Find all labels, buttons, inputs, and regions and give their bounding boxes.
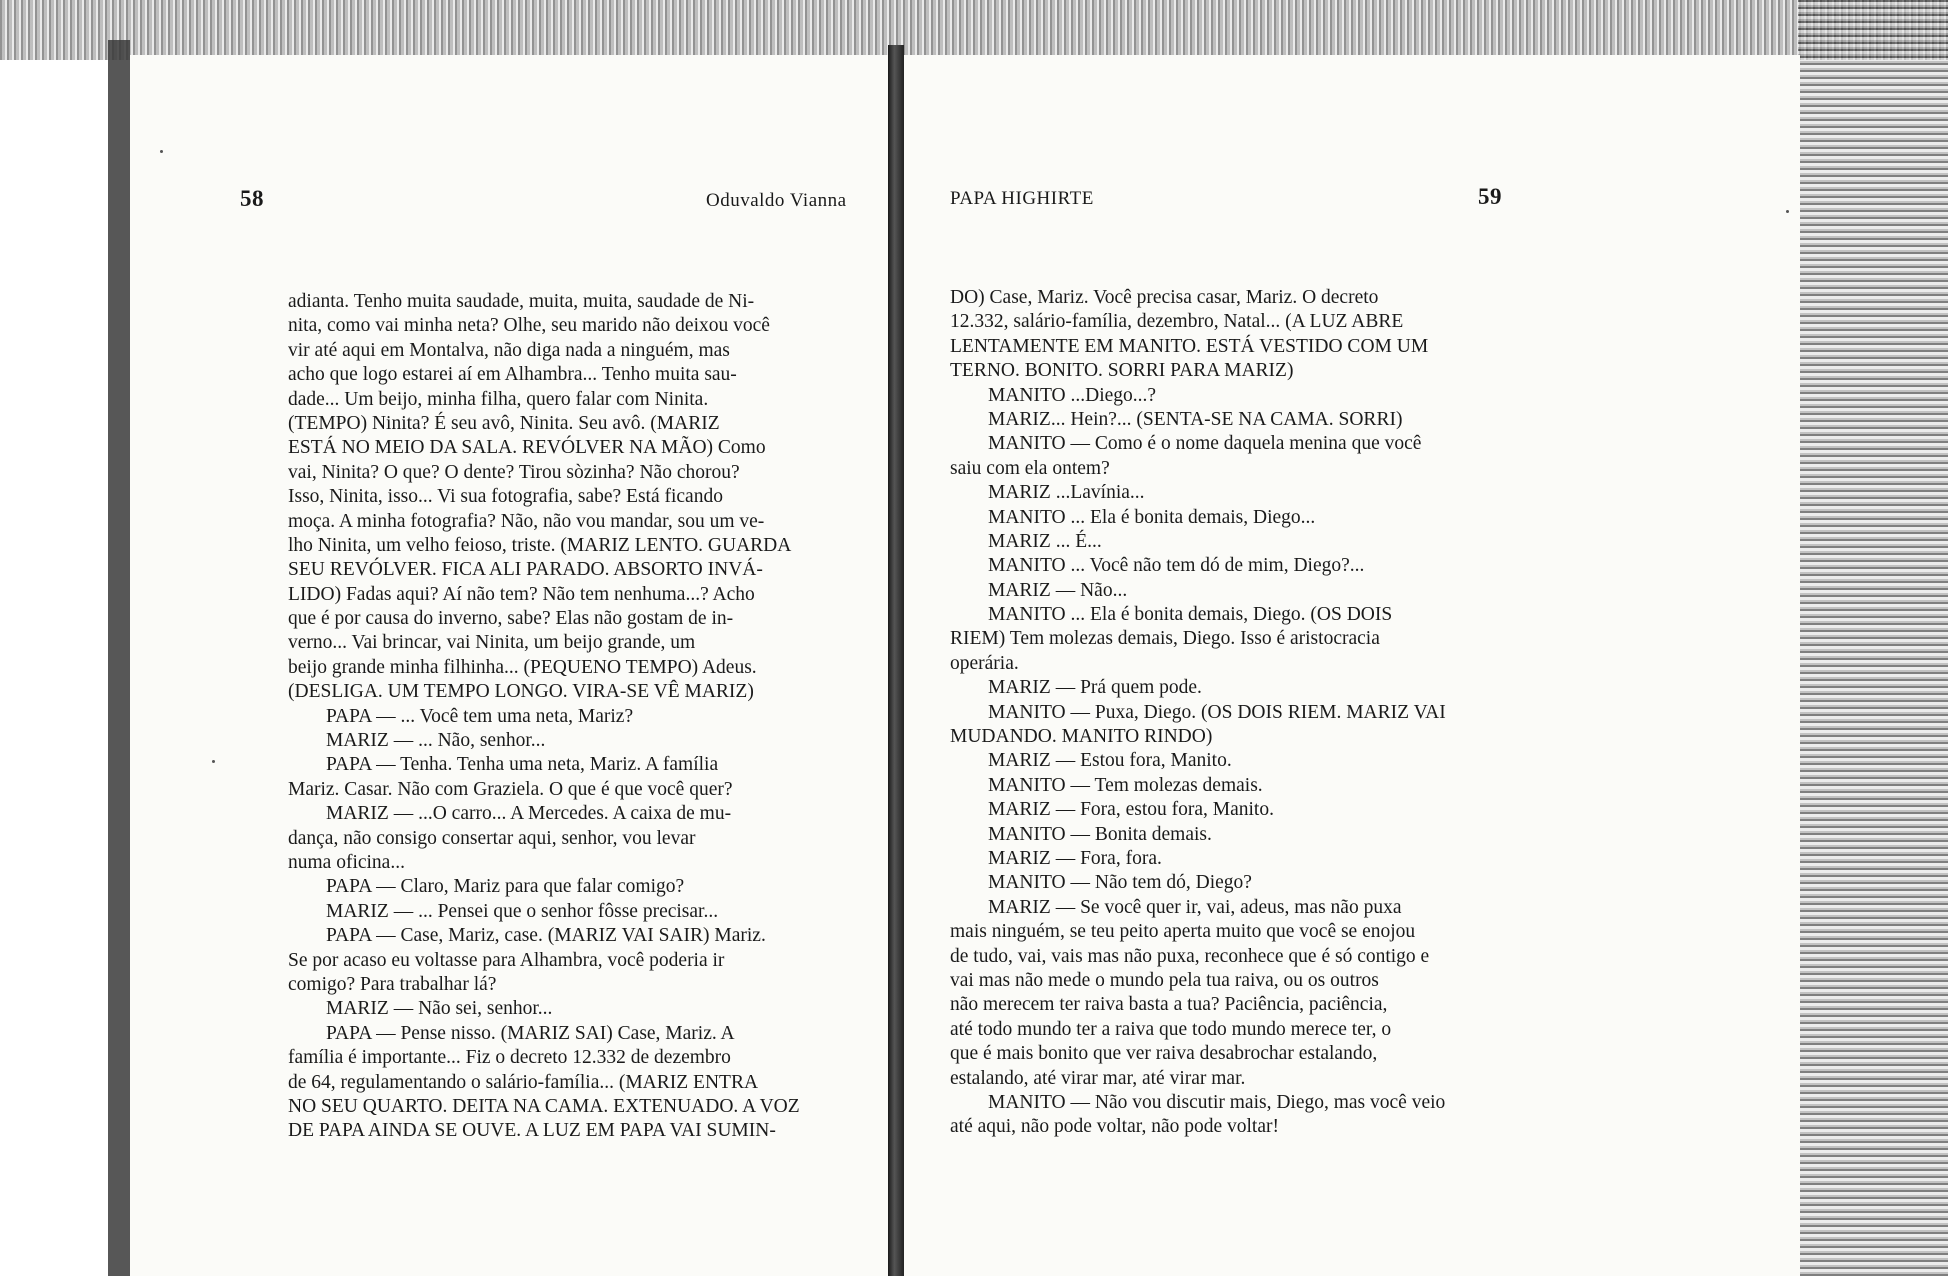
text-line: SEU REVÓLVER. FICA ALI PARADO. ABSORTO INVÁ- bbox=[288, 559, 763, 581]
text-line: MANITO ... Ela é bonita demais, Diego. (OS DOIS bbox=[988, 604, 1393, 626]
text-line: operária. bbox=[950, 652, 1019, 674]
text-line: PAPA — Pense nisso. (MARIZ SAI) Case, Mariz. A bbox=[326, 1022, 735, 1044]
text-line: adianta. Tenho muita saudade, muita, muita, saudade de Ni- bbox=[288, 291, 755, 312]
text-line: PAPA — Claro, Mariz para que falar comigo? bbox=[326, 876, 685, 898]
text-line: vai, Ninita? O que? O dente? Tirou sòzinha? Não chorou? bbox=[288, 461, 740, 483]
text-line: LIDO) Fadas aqui? Aí não tem? Não tem nenhuma...? Acho bbox=[288, 583, 755, 605]
text-line: RIEM) Tem molezas demais, Diego. Isso é aristocracia bbox=[950, 628, 1380, 650]
text-line: MARIZ — Prá quem pode. bbox=[988, 677, 1202, 699]
text-line: família é importante... Fiz o decreto 12.332 de dezembro bbox=[288, 1047, 731, 1069]
text-line: MARIZ — Estou fora, Manito. bbox=[988, 750, 1232, 772]
text-line: NO SEU QUARTO. DEITA NA CAMA. EXTENUADO. A VOZ bbox=[288, 1095, 800, 1117]
text-line: 12.332, salário-família, dezembro, Natal... (A LUZ ABRE bbox=[950, 311, 1404, 333]
text-line: de tudo, vai, vais mas não puxa, reconhece que é só contigo e bbox=[950, 945, 1430, 967]
text-line: até aqui, não pode voltar, não pode voltar! bbox=[950, 1116, 1279, 1138]
text-line: MARIZ... Hein?... (SENTA-SE NA CAMA. SORRI) bbox=[988, 408, 1403, 430]
text-line: de 64, regulamentando o salário-família... (MARIZ ENTRA bbox=[288, 1071, 759, 1093]
text-line: DE PAPA AINDA SE OUVE. A LUZ EM PAPA VAI SUMIN- bbox=[288, 1120, 776, 1142]
text-line: MANITO — Bonita demais. bbox=[988, 823, 1212, 845]
text-line: numa oficina... bbox=[288, 851, 405, 873]
text-line: que é por causa do inverno, sabe? Elas não gostam de in- bbox=[288, 608, 734, 630]
text-line: estalando, até virar mar, até virar mar. bbox=[950, 1067, 1246, 1089]
text-line: MARIZ — Fora, estou fora, Manito. bbox=[988, 799, 1274, 821]
text-line: DO) Case, Mariz. Você precisa casar, Mariz. O decreto bbox=[950, 287, 1379, 308]
right-page-text bbox=[950, 286, 1506, 1140]
text-line: MARIZ — Não sei, senhor... bbox=[326, 998, 553, 1020]
text-line: MANITO — Não tem dó, Diego? bbox=[988, 872, 1252, 894]
text-line: PAPA — ... Você tem uma neta, Mariz? bbox=[326, 705, 634, 727]
text-line: dança, não consigo consertar aqui, senhor, vou levar bbox=[288, 827, 696, 849]
text-line: (TEMPO) Ninita? É seu avô, Ninita. Seu avô. (MARIZ bbox=[288, 412, 720, 434]
right-running-head: PAPA HIGHIRTE bbox=[950, 188, 1094, 209]
text-line: PAPA — Tenha. Tenha uma neta, Mariz. A família bbox=[326, 754, 719, 776]
text-line: MARIZ ...Lavínia... bbox=[988, 482, 1145, 504]
text-line: MARIZ — ...O carro... A Mercedes. A caixa de mu- bbox=[326, 803, 732, 825]
text-line: MARIZ — Fora, fora. bbox=[988, 847, 1162, 869]
text-line: MANITO — Puxa, Diego. (OS DOIS RIEM. MARIZ VAI bbox=[988, 701, 1446, 723]
text-line: nita, como vai minha neta? Olhe, seu marido não deixou você bbox=[288, 315, 770, 337]
text-line: saiu com ela ontem? bbox=[950, 457, 1110, 479]
text-line: TERNO. BONITO. SORRI PARA MARIZ) bbox=[950, 360, 1294, 382]
text-line: mais ninguém, se teu peito aperta muito que você se enojou bbox=[950, 921, 1416, 943]
text-line: acho que logo estarei aí em Alhambra... Tenho muita sau- bbox=[288, 364, 737, 386]
text-line: MARIZ — Não... bbox=[988, 579, 1128, 601]
left-page-number: 58 bbox=[240, 186, 264, 211]
text-line: vir até aqui em Montalva, não diga nada a ninguém, mas bbox=[288, 339, 730, 361]
right-page-number: 59 bbox=[1478, 184, 1502, 209]
text-line: até todo mundo ter a raiva que todo mundo merece ter, o bbox=[950, 1018, 1392, 1040]
text-line: PAPA — Case, Mariz, case. (MARIZ VAI SAIR) Mariz. bbox=[326, 925, 766, 947]
text-line: MANITO — Como é o nome daquela menina que você bbox=[988, 433, 1422, 455]
text-line: lho Ninita, um velho feioso, triste. (MARIZ LENTO. GUARDA bbox=[288, 534, 792, 556]
text-line: MARIZ — ... Pensei que o senhor fôsse precisar... bbox=[326, 900, 719, 922]
text-line: vai mas não mede o mundo pela tua raiva, ou os outros bbox=[950, 969, 1379, 991]
left-running-head: Oduvaldo Vianna bbox=[706, 190, 847, 211]
scan-speck bbox=[212, 760, 215, 763]
text-line: MARIZ ... É... bbox=[988, 530, 1102, 552]
text-line: dade... Um beijo, minha filha, quero falar com Ninita. bbox=[288, 388, 709, 410]
text-line: moça. A minha fotografia? Não, não vou mandar, sou um ve- bbox=[288, 510, 765, 532]
left-page-text bbox=[288, 290, 834, 1144]
text-line: verno... Vai brincar, vai Ninita, um beijo grande, um bbox=[288, 632, 696, 654]
text-line: MANITO — Não vou discutir mais, Diego, mas você veio bbox=[988, 1091, 1446, 1113]
text-line: LENTAMENTE EM MANITO. ESTÁ VESTIDO COM UM bbox=[950, 335, 1429, 357]
scan-right-edge bbox=[1798, 0, 1948, 1276]
scan-left-edge bbox=[108, 40, 130, 1276]
text-line: Se por acaso eu voltasse para Alhambra, você poderia ir bbox=[288, 949, 725, 971]
text-line: MARIZ — ... Não, senhor... bbox=[326, 730, 546, 752]
text-line: que é mais bonito que ver raiva desabrochar estalando, bbox=[950, 1043, 1378, 1065]
text-line: MANITO — Tem molezas demais. bbox=[988, 774, 1263, 796]
book-gutter bbox=[888, 45, 904, 1276]
scan-speck bbox=[160, 150, 163, 153]
text-line: MANITO ... Ela é bonita demais, Diego... bbox=[988, 506, 1316, 528]
text-line: não merecem ter raiva basta a tua? Paciência, paciência, bbox=[950, 994, 1388, 1016]
scan-top-edge bbox=[0, 0, 1948, 60]
text-line: MARIZ — Se você quer ir, vai, adeus, mas não puxa bbox=[988, 896, 1402, 918]
text-line: MANITO ...Diego...? bbox=[988, 384, 1157, 406]
text-line: MANITO ... Você não tem dó de mim, Diego?... bbox=[988, 555, 1365, 577]
text-line: ESTÁ NO MEIO DA SALA. REVÓLVER NA MÃO) Como bbox=[288, 437, 766, 459]
text-line: (DESLIGA. UM TEMPO LONGO. VIRA-SE VÊ MARIZ) bbox=[288, 681, 754, 703]
text-line: MUDANDO. MANITO RINDO) bbox=[950, 726, 1213, 748]
text-line: beijo grande minha filhinha... (PEQUENO TEMPO) Adeus. bbox=[288, 656, 757, 678]
text-line: comigo? Para trabalhar lá? bbox=[288, 973, 497, 995]
text-line: Isso, Ninita, isso... Vi sua fotografia, sabe? Está ficando bbox=[288, 486, 723, 508]
text-line: Mariz. Casar. Não com Graziela. O que é que você quer? bbox=[288, 778, 733, 800]
scan-speck bbox=[1786, 210, 1789, 213]
